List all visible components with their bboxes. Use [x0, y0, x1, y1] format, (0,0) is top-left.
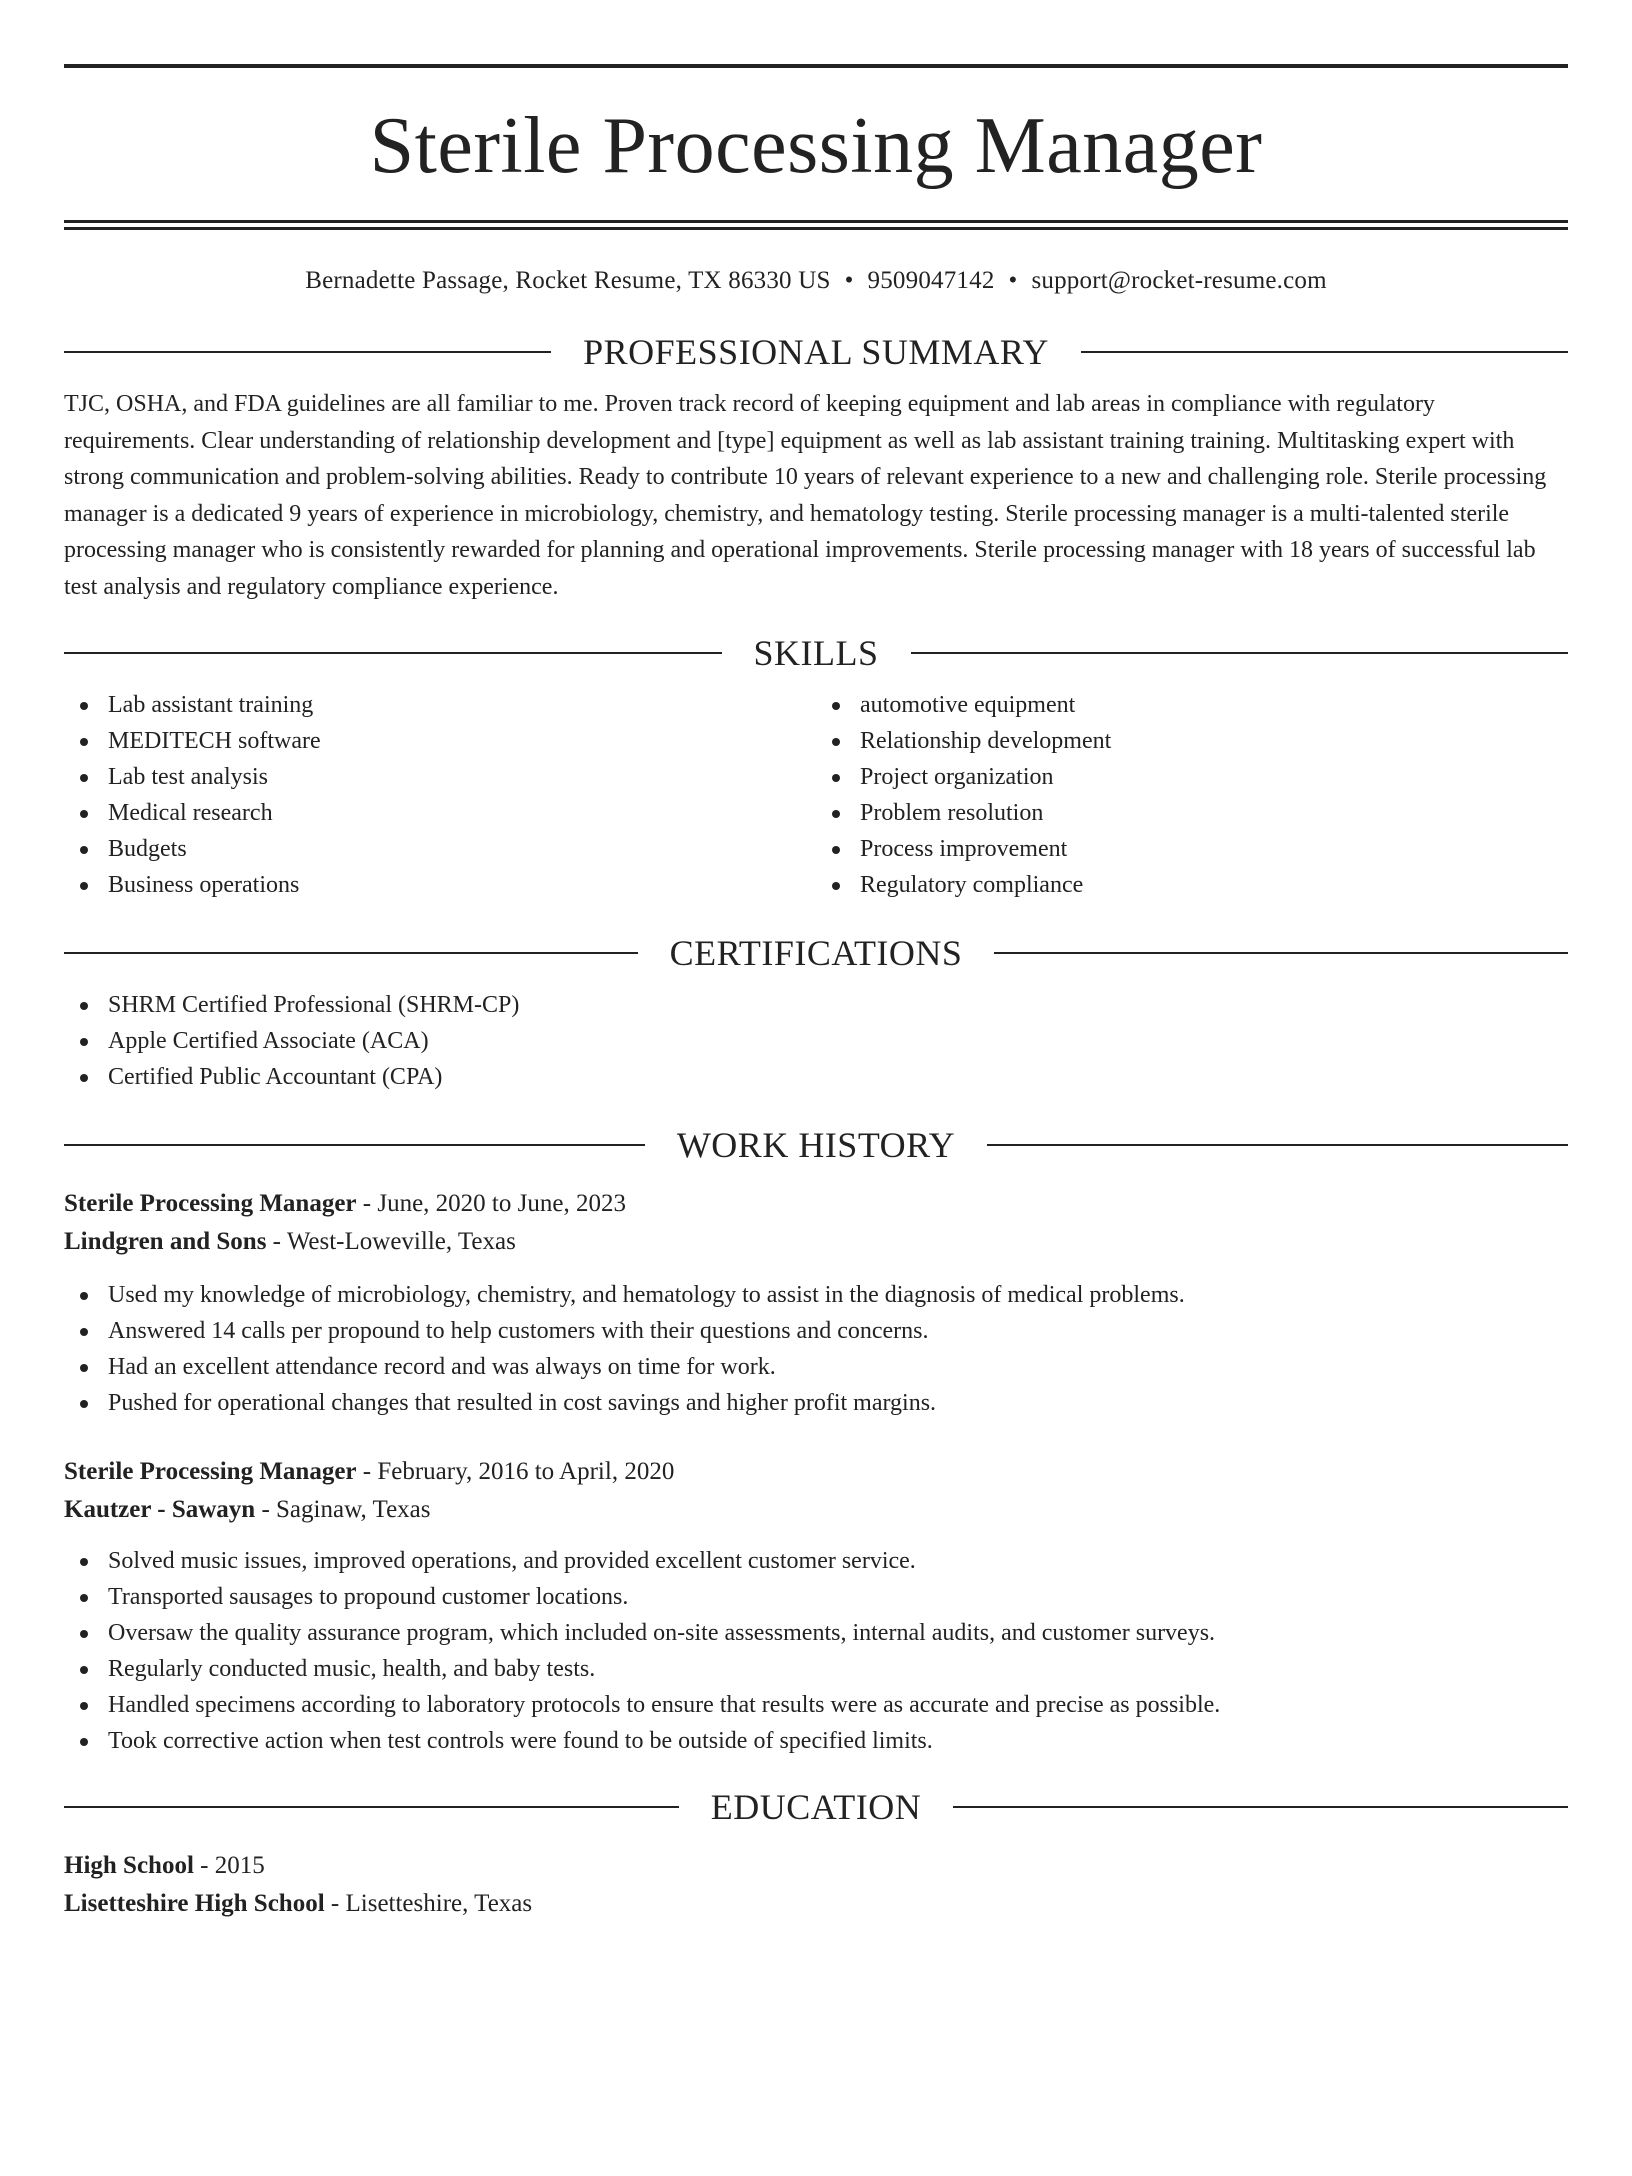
job-location: West-Loweville, Texas	[286, 1228, 516, 1255]
education-school: Lisetteshire High School	[64, 1890, 325, 1917]
top-rule	[64, 64, 1568, 68]
list-item: Pushed for operational changes that resulted in cost savings and higher profit margins.	[64, 1385, 1568, 1421]
certifications-heading: CERTIFICATIONS	[669, 933, 963, 973]
education-heading: EDUCATION	[710, 1787, 922, 1827]
job-title: Sterile Processing Manager	[64, 1190, 357, 1217]
education-entry	[64, 1847, 1568, 1923]
section-heading-summary	[64, 330, 1568, 374]
job-bullets	[64, 1277, 1568, 1421]
job-title-line	[64, 1453, 1568, 1491]
summary-text: TJC, OSHA, and FDA guidelines are all familiar to me. Proven track record of keeping equipment and lab areas in compliance with regulatory requirements. Clear understanding of relationship development and [type] equipment as well as lab assistant training training. Multitasking expert with strong communication and problem-solving abilities. Ready to contribute 10 years of relevant experience to a new and challenging role. Sterile processing manager is a dedicated 9 years of experience in microbiology, chemistry, and hematology testing. Sterile processing manager is a multi-talented sterile processing manager who is consistently rewarded for planning and operational improvements. Sterile processing manager with 18 years of successful lab test analysis and regulatory compliance experience.	[64, 391, 1547, 600]
list-item: Lab test analysis	[64, 759, 816, 795]
list-item: Certified Public Accountant (CPA)	[64, 1059, 1568, 1095]
education-year: 2015	[214, 1852, 265, 1879]
contact-phone: 9509047142	[867, 267, 995, 294]
list-item: Oversaw the quality assurance program, which included on-site assessments, internal audits, and customer surveys.	[64, 1615, 1568, 1651]
job-entry	[64, 1185, 1568, 1421]
section-heading-certifications	[64, 931, 1568, 975]
contact-separator: •	[844, 267, 854, 294]
job-company: Lindgren and Sons	[64, 1228, 267, 1255]
list-item: Regularly conducted music, health, and baby tests.	[64, 1651, 1568, 1687]
section-heading-education	[64, 1785, 1568, 1829]
job-dates: February, 2016 to April, 2020	[377, 1458, 675, 1485]
heading-rule	[911, 652, 1569, 654]
contact-line	[64, 266, 1568, 296]
list-item: SHRM Certified Professional (SHRM-CP)	[64, 987, 1568, 1023]
list-item: Medical research	[64, 795, 816, 831]
job-company: Kautzer - Sawayn	[64, 1496, 256, 1523]
heading-rule	[64, 1144, 645, 1146]
list-item: Used my knowledge of microbiology, chemistry, and hematology to assist in the diagnosis of medical problems.	[64, 1277, 1568, 1313]
education-location: Lisetteshire, Texas	[345, 1890, 533, 1917]
resume-title: Sterile Processing Manager	[369, 102, 1263, 190]
job-title-line	[64, 1185, 1568, 1223]
list-item: Budgets	[64, 831, 816, 867]
education-degree-line	[64, 1847, 1568, 1885]
dash: -	[200, 1852, 209, 1879]
heading-rule	[1081, 351, 1568, 353]
summary-heading: PROFESSIONAL SUMMARY	[583, 332, 1049, 372]
job-entry	[64, 1453, 1568, 1759]
dash: -	[330, 1890, 340, 1917]
title-double-rule	[64, 220, 1568, 230]
resume-page	[0, 64, 1632, 2176]
job-company-line	[64, 1491, 1568, 1529]
list-item: Business operations	[64, 867, 816, 903]
contact-address: Bernadette Passage, Rocket Resume, TX 86330 US	[305, 267, 831, 294]
skills-right-list	[816, 687, 1568, 903]
job-location: Saginaw, Texas	[276, 1496, 431, 1523]
job-dates: June, 2020 to June, 2023	[377, 1190, 626, 1217]
certifications-list	[64, 987, 1568, 1095]
list-item: Transported sausages to propound customer locations.	[64, 1579, 1568, 1615]
job-bullets	[64, 1543, 1568, 1759]
heading-rule	[994, 952, 1568, 954]
dash: -	[362, 1458, 372, 1485]
list-item: Lab assistant training	[64, 687, 816, 723]
skills-grid	[64, 687, 1568, 903]
heading-rule	[64, 1806, 679, 1808]
list-item: Regulatory compliance	[816, 867, 1568, 903]
section-heading-work	[64, 1123, 1568, 1167]
contact-separator: •	[1008, 267, 1018, 294]
job-title: Sterile Processing Manager	[64, 1458, 357, 1485]
contact-email[interactable]: support@rocket-resume.com	[1031, 267, 1327, 294]
list-item: automotive equipment	[816, 687, 1568, 723]
list-item: Project organization	[816, 759, 1568, 795]
list-item: Apple Certified Associate (ACA)	[64, 1023, 1568, 1059]
skills-left-list	[64, 687, 816, 903]
list-item: Answered 14 calls per propound to help customers with their questions and concerns.	[64, 1313, 1568, 1349]
heading-rule	[64, 351, 551, 353]
dash: -	[362, 1190, 372, 1217]
heading-rule	[987, 1144, 1568, 1146]
list-item: Took corrective action when test controls were found to be outside of specified limits.	[64, 1723, 1568, 1759]
skills-heading: SKILLS	[753, 633, 879, 673]
heading-rule	[64, 952, 638, 954]
dash: -	[261, 1496, 270, 1523]
list-item: Solved music issues, improved operations, and provided excellent customer service.	[64, 1543, 1568, 1579]
list-item: MEDITECH software	[64, 723, 816, 759]
section-heading-skills	[64, 631, 1568, 675]
dash: -	[272, 1228, 281, 1255]
list-item: Had an excellent attendance record and was always on time for work.	[64, 1349, 1568, 1385]
education-degree: High School	[64, 1852, 194, 1879]
list-item: Problem resolution	[816, 795, 1568, 831]
work-heading: WORK HISTORY	[676, 1125, 956, 1165]
list-item: Handled specimens according to laboratory protocols to ensure that results were as accurate and precise as possible.	[64, 1687, 1568, 1723]
job-company-line	[64, 1223, 1568, 1261]
heading-rule	[64, 652, 722, 654]
heading-rule	[953, 1806, 1568, 1808]
list-item: Process improvement	[816, 831, 1568, 867]
list-item: Relationship development	[816, 723, 1568, 759]
education-school-line	[64, 1885, 1568, 1923]
